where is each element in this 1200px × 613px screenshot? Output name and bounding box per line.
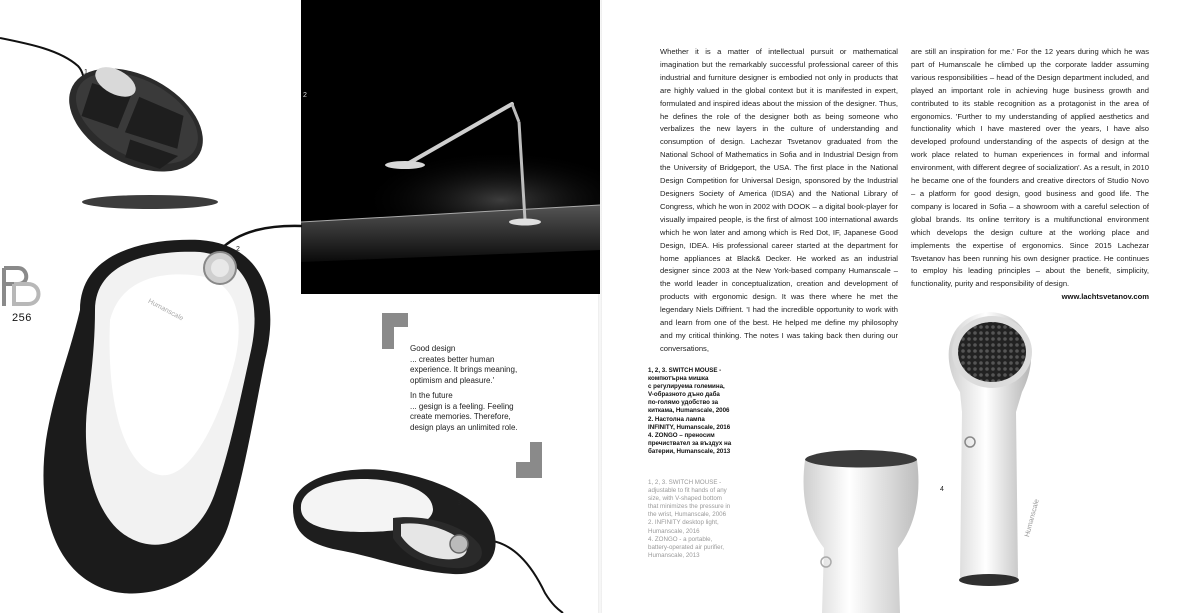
purifier-brand-text: Humanscale — [1024, 498, 1041, 538]
caption-bulgarian-text: 1, 2, 3. SWITCH MOUSE - компютърна мишка с регулируема големина, V-образното дъно даба по-голямо удобство за киткама, Humanscale, 2006 2. Настолна лампа INFINITY, Humanscale, 2016 4. ZONGO – преносим пречиствател за въздух на батерии, Humanscale, 2013 — [648, 367, 732, 455]
mouse-bottom-image — [0, 0, 300, 215]
figure-label-4: 4 — [940, 486, 944, 493]
caption-english — [648, 479, 760, 560]
article-column-2 — [911, 46, 1149, 304]
quote-open-mark-icon — [382, 313, 408, 349]
caption-bulgarian — [648, 367, 760, 456]
mouse-large-image — [40, 220, 302, 613]
purifier-small-image — [796, 448, 926, 613]
quote-close-mark-icon — [516, 442, 542, 478]
lamp-photo — [301, 0, 600, 294]
lamp-image — [301, 0, 600, 294]
mouse-brand-text: Humanscale — [146, 298, 185, 323]
pull-quote-paragraph-2: In the future ... gesign is a feeling. Feeling create memories. Therefore, design plays an unlimited role. — [410, 391, 518, 432]
pull-quote — [410, 344, 522, 438]
website-link[interactable]: www.lachtsvetanov.com — [1061, 292, 1149, 302]
article-column-1: Whether it is a matter of intellectual pursuit or mathematical imagination but the remarkably successful professional career of this industrial and furniture designer is embodied not only in products that are highly valued in the global context but it is manifested in expert, formulated and inspired ideas about the mission of the designer. Thus, he defines the role of the designer both as being someone who verbalizes the new layers in the culture of understanding and consumption of design. Lachezar Tsvetanov graduated from the National School of Mathematics in Sofia and in Industrial Design from the University of Bridgeport, the USA. The first place in the National Design Competition for Universal Design, sponsored by the Industrial Designers Society of America (IDSA) and the National Library of Congress, which he won in 2002 with DOOK – a digital book-player for visually impaired people, is the first of almost 100 international awards which he won later and among which is Red Dot, IF, Japanese Good Design, IDEA. His professional career started at the department for home appliances at Black& Decker. He worked as an industrial designer since 2003 at the New York-based company Humanscale – the world leader in conceptualization, creation and development of products with ergonomic design. It was there where he met the legendary Niels Diffrient. 'I had the incredible opportunity to work with and learn from one of the best. He helped me define my philosophy and my critical thinking. The notes I was taking back then during our conversations, — [660, 47, 898, 353]
magazine-logo-icon — [0, 264, 44, 308]
figure-label-3: 3 — [457, 500, 461, 507]
figure-label-2-mouse: 2 — [236, 246, 240, 253]
pull-quote-paragraph-1: Good design ... creates better human experience. It brings meaning, optimism and pleasure.' — [410, 344, 518, 385]
figure-label-2-lamp: 2 — [303, 92, 307, 99]
caption-english-text: 1, 2, 3. SWITCH MOUSE - adjustable to fit hands of any size, with V-shaped bottom that minimizes the pressure in the wrist, Humanscale, 2006 2. INFINITY desktop light, Humanscale, 2016 4. ZONGO - a portable, battery-operated air purifier, Humanscale, 2013 — [648, 479, 731, 559]
page-number: 256 — [12, 312, 32, 324]
figure-label-1: 1 — [84, 69, 88, 76]
article-column-2-text: are still an inspiration for me.' For the 12 years during which he was part of Humanscale he climbed up the corporate ladder assuming various responsibilities – head of the Design department included, and played an important role in achieving huge business growth and contributed to its stable recognition as a protagonist in the area of ergonomics. 'Further to my understanding of applied aesthetics and functionality which I have mastered over the years, I have also developed profound understanding of the aspects of design at the work place related to human experiences in formal and informal environment, with different degree of socialization'. As a result, in 2010 he became one of the founders and creative directors of Studio Novo – a platform for good design, good business and good life. The company is locared in Sofia – a showroom with a careful selection of global brands. Its online territory is a multifunctional environment which develops the design culture at the working place and implements the expertise of ergonomics. Since 2015 Lachezar Tsvetanov has been running his own designer practice. He continues to employ his leading principles – about the benefit, simplicity, functionality, purity and responsibility of design. — [911, 47, 1149, 289]
purifier-tall-image — [930, 312, 1042, 588]
mouse-adjusted-image — [283, 458, 563, 613]
